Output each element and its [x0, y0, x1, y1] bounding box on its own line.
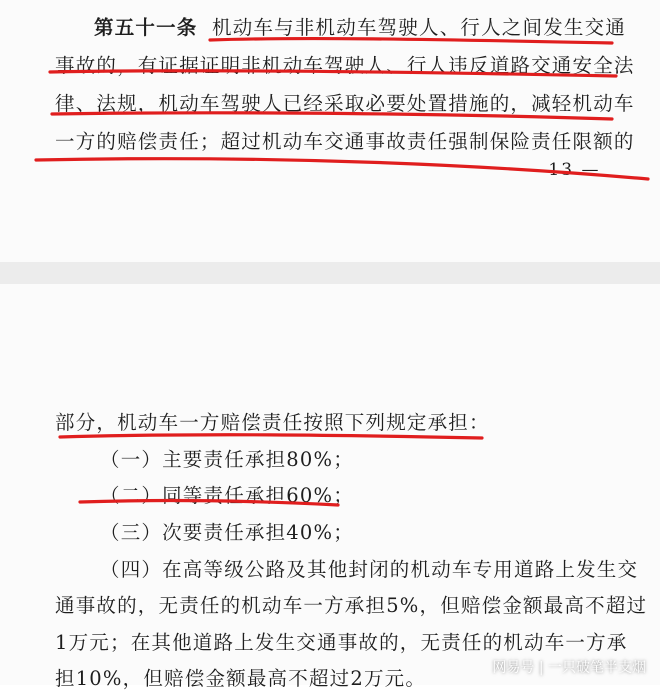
list-item: （二）同等责任承担60%； — [100, 484, 354, 507]
list-item: （四）在高等级公路及其他封闭的机动车专用道路上发生交 — [100, 558, 639, 581]
text-line: 律、法规，机动车驾驶人已经采取必要处置措施的，减轻机动车 — [55, 92, 635, 115]
text-line: 1万元；在其他道路上发生交通事故的，无责任的机动车一方承 — [55, 631, 628, 654]
text-line: 事故的，有证据证明非机动车驾驶人、行人违反道路交通安全法 — [55, 54, 635, 77]
watermark: 网易号 | 一只破笔半支烟 — [492, 660, 646, 676]
list-item: （三）次要责任承担40%； — [100, 521, 354, 544]
page-number: — 13 — — [522, 160, 601, 180]
text-line: 担10%，但赔偿金额最高不超过2万元。 — [55, 667, 427, 690]
text-line: 一方的赔偿责任；超过机动车交通事故责任强制保险责任限额的 — [55, 130, 635, 153]
list-item: （一）主要责任承担80%； — [100, 448, 354, 471]
page-gap — [0, 262, 660, 284]
text-line: 机动车与非机动车驾驶人、行人之间发生交通 — [212, 16, 627, 39]
article-label: 第五十一条 — [94, 16, 198, 39]
text-line: 部分，机动车一方赔偿责任按照下列规定承担： — [55, 411, 490, 434]
text-line: 通事故的，无责任的机动车一方承担5%，但赔偿金额最高不超过 — [55, 594, 648, 617]
